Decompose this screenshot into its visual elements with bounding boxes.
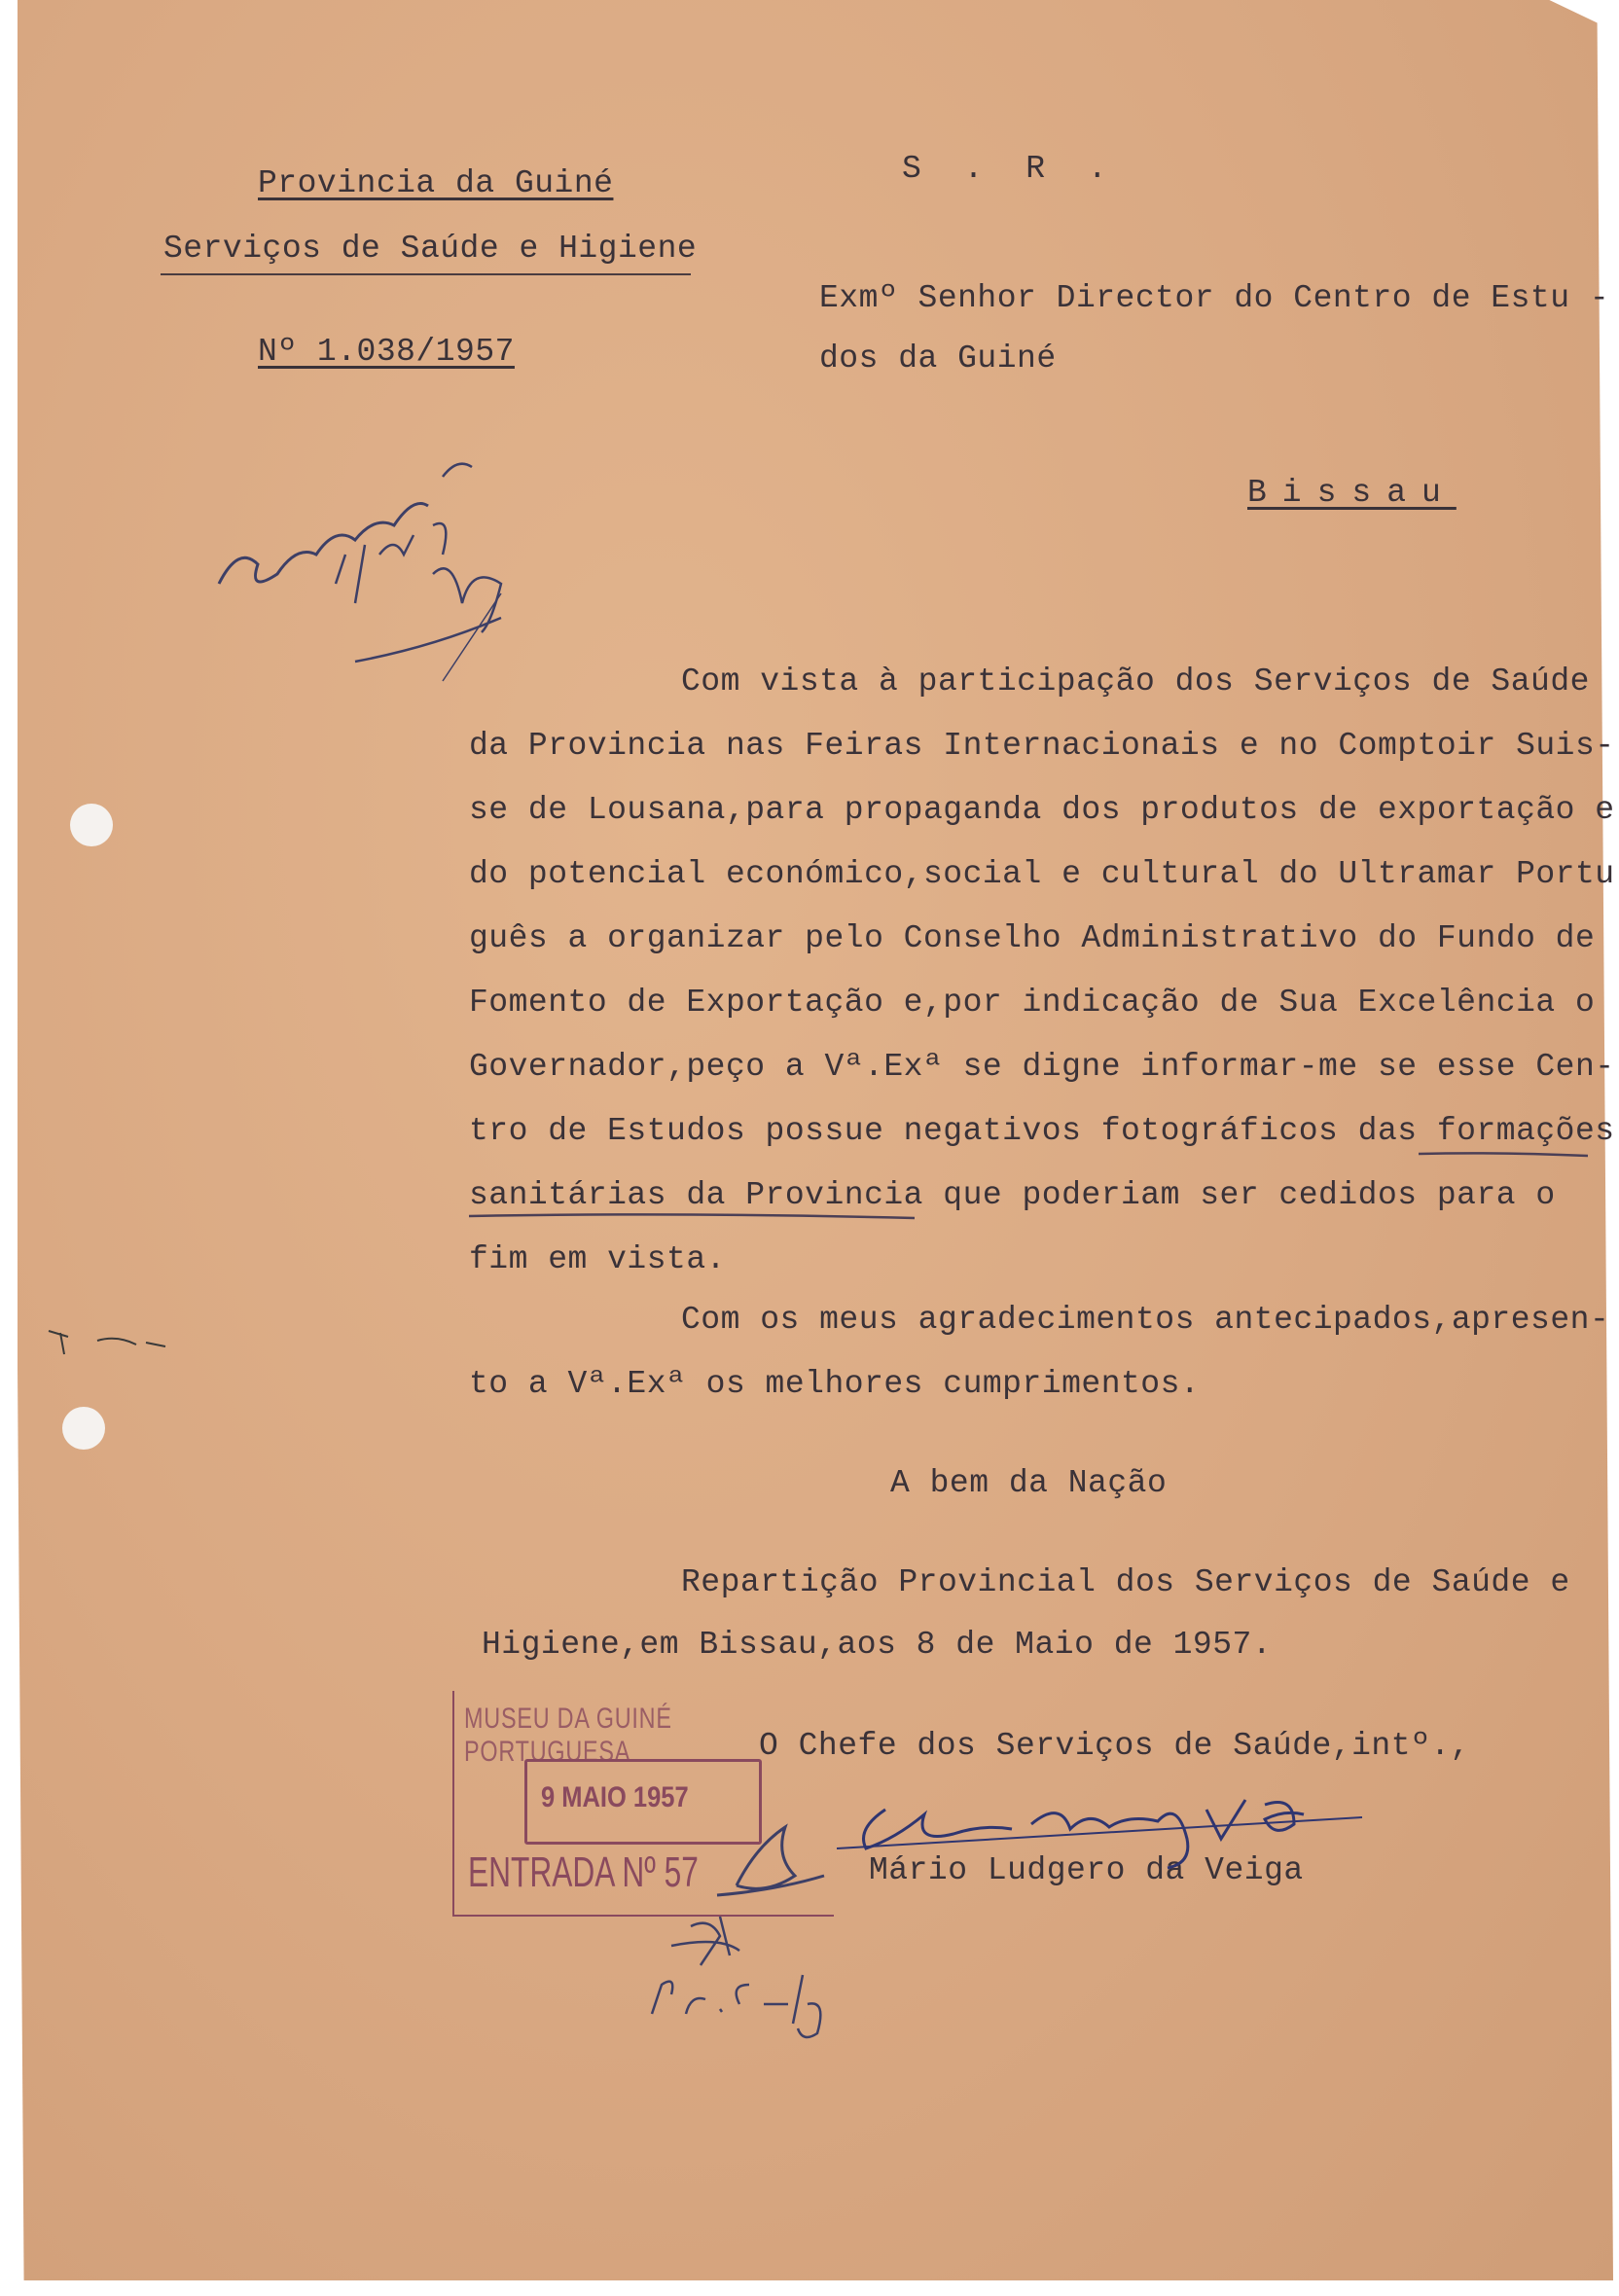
addressee-line-1: Exmº Senhor Director do Centro de Estu -	[819, 280, 1610, 316]
addressee-city: Bissau	[1247, 475, 1457, 511]
reference-number: Nº 1.038/1957	[258, 334, 515, 370]
body-line-2: da Provincia nas Feiras Internacionais e no Comptoir Suis-	[469, 728, 1615, 764]
body-line-7: Governador,peço a Vª.Exª se digne informar-me se esse Cen-	[469, 1049, 1615, 1085]
thanks-line-2: to a Vª.Exª os melhores cumprimentos.	[469, 1366, 1201, 1402]
salutation: S . R .	[902, 151, 1119, 187]
closing-motto: A bem da Nação	[890, 1465, 1168, 1501]
province-title: Provincia da Guiné	[258, 165, 614, 201]
thanks-line-1: Com os meus agradecimentos antecipados,apresen-	[681, 1302, 1610, 1338]
handwritten-note-bottom	[632, 1907, 856, 2053]
addressee-line-2: dos da Guiné	[819, 341, 1057, 377]
handwritten-note-top	[209, 438, 530, 691]
body-line-5: guês a organizar pelo Conselho Administrativo do Fundo de	[469, 920, 1596, 956]
body-line-10: fim em vista.	[469, 1241, 726, 1277]
stamp-institution: MUSEU DA GUINÉ PORTUGUESA	[464, 1703, 672, 1768]
stamp-entry: ENTRADA Nº 57	[468, 1848, 699, 1896]
margin-mark	[39, 1323, 185, 1362]
service-title: Serviços de Saúde e Higiene	[163, 231, 698, 267]
body-line-8: tro de Estudos possue negativos fotográficos das formações	[469, 1113, 1615, 1149]
stamp-entry-handwritten	[698, 1808, 834, 1915]
closing-place-line-1: Repartição Provincial dos Serviços de Saúde e	[681, 1564, 1570, 1600]
stamp-date: 9 MAIO 1957	[541, 1781, 689, 1813]
closing-role: O Chefe dos Serviços de Saúde,intº.,	[759, 1728, 1470, 1764]
signature	[837, 1771, 1382, 1878]
body-line-4: do potencial económico,social e cultural do Ultramar Portu	[469, 856, 1615, 892]
signatory-name: Mário Ludgero da Veiga	[869, 1852, 1304, 1888]
body-line-6: Fomento de Exportação e,por indicação de Sua Excelência o	[469, 985, 1596, 1021]
closing-place-line-2: Higiene,em Bissau,aos 8 de Maio de 1957.	[482, 1627, 1273, 1663]
entry-stamp	[452, 1691, 834, 1917]
body-line-1: Com vista à participação dos Serviços de Saúde	[681, 664, 1590, 700]
body-line-9: sanitárias da Provincia que poderiam ser cedidos para o	[469, 1177, 1556, 1213]
body-line-3: se de Lousana,para propaganda dos produtos de exportação e	[469, 792, 1615, 828]
